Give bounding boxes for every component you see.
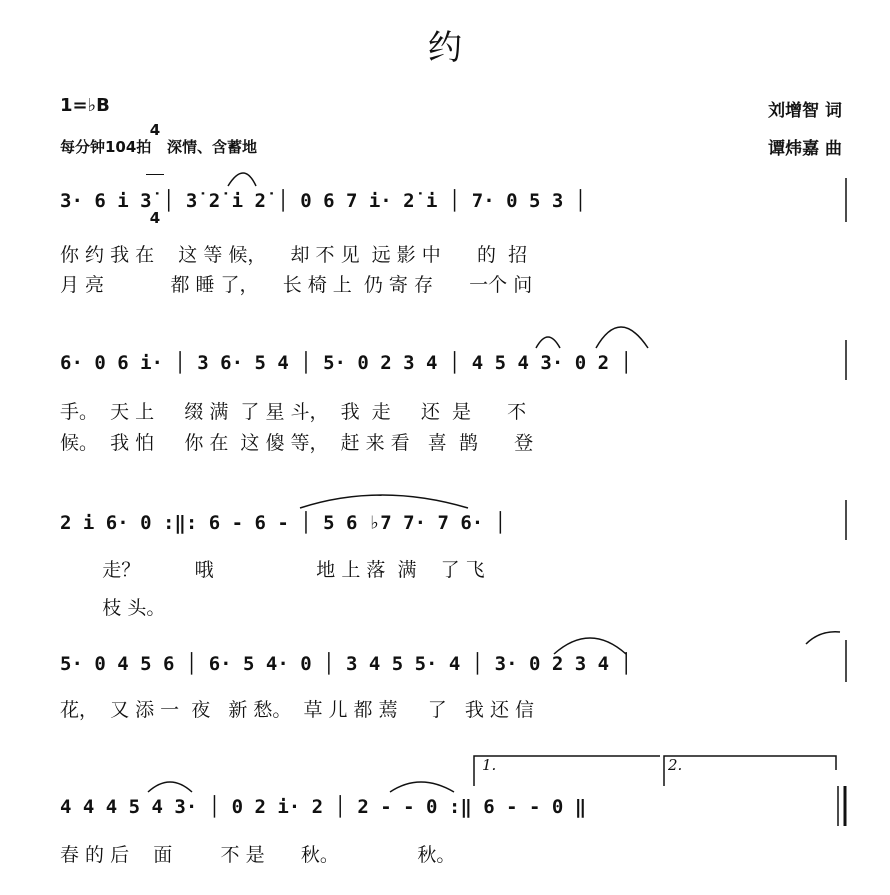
lyric-line-5a: 春 的 后 面 不 是 秋。 秋。 bbox=[60, 844, 456, 866]
notation-line-4: 5· 0 4 5 6 │ 6· 5 4· 0 │ 3 4 5 5· 4 │ 3· 0 2 3 4 │ bbox=[60, 653, 632, 675]
notation-line-2: 6· 0 6 i· │ 3 6· 5 4 │ 5· 0 2 3 4 │ 4 5 4 3· 0 2 │ bbox=[60, 352, 632, 374]
song-title: 约 bbox=[428, 28, 462, 68]
lyric-line-3a: 走？ 哦 地 上 落 满 了 飞 bbox=[60, 559, 485, 581]
lyric-line-4a: 花， 又 添 一 夜 新 愁。 草 儿 都 蔫 了 我 还 信 bbox=[60, 699, 534, 721]
lyric-line-1b: 月 亮 都 睡 了， 长 椅 上 仍 寄 存 一个 问 bbox=[60, 274, 533, 296]
slur bbox=[536, 337, 560, 348]
slur bbox=[300, 495, 468, 508]
volta-2-bracket bbox=[664, 756, 836, 786]
slur bbox=[596, 327, 648, 348]
composer-credit: 谭炜嘉 曲 bbox=[768, 139, 842, 159]
lyric-line-3b: 枝 头。 bbox=[60, 597, 166, 619]
slur bbox=[554, 638, 626, 654]
time-signature-bottom: 4 bbox=[149, 209, 161, 227]
lyric-line-1a: 你 约 我 在 这 等 候， 却 不 见 远 影 中 的 招 bbox=[60, 244, 528, 266]
key-signature: 1=♭B bbox=[60, 95, 110, 116]
notation-line-5: 4 4 4 5 4 3· │ 0 2 i· 2 │ 2 - - 0 :‖ 6 - - 0 ‖ bbox=[60, 796, 587, 818]
notation-line-1: 3· 6 i 3̇ │ 3̇ 2̇ i 2̇ │ 0 6 7 i· 2̇ i │ 7· 0 5 3 │ bbox=[60, 190, 587, 212]
lyric-line-2b: 候。 我 怕 你 在 这 傻 等， 赶 来 看 喜 鹊 登 bbox=[60, 432, 534, 454]
volta-1-label: 1. bbox=[482, 756, 497, 774]
tempo-marking: 每分钟104拍 深情、含蓄地 bbox=[60, 138, 257, 156]
slur bbox=[228, 173, 256, 186]
notation-line-3: 2 i 6· 0 :‖: 6 - 6 - │ 5 6 ♭7 7· 7 6· │ bbox=[60, 512, 507, 534]
slur bbox=[806, 632, 840, 644]
volta-1-bracket bbox=[474, 756, 660, 786]
volta-2-label: 2. bbox=[668, 756, 683, 774]
slur bbox=[390, 782, 454, 792]
lyric-line-2a: 手。 天 上 缀 满 了 星 斗， 我 走 还 是 不 bbox=[60, 401, 527, 423]
lyricist-credit: 刘增智 词 bbox=[768, 101, 842, 121]
time-signature-top: 4 bbox=[149, 121, 161, 139]
slur bbox=[148, 782, 192, 792]
